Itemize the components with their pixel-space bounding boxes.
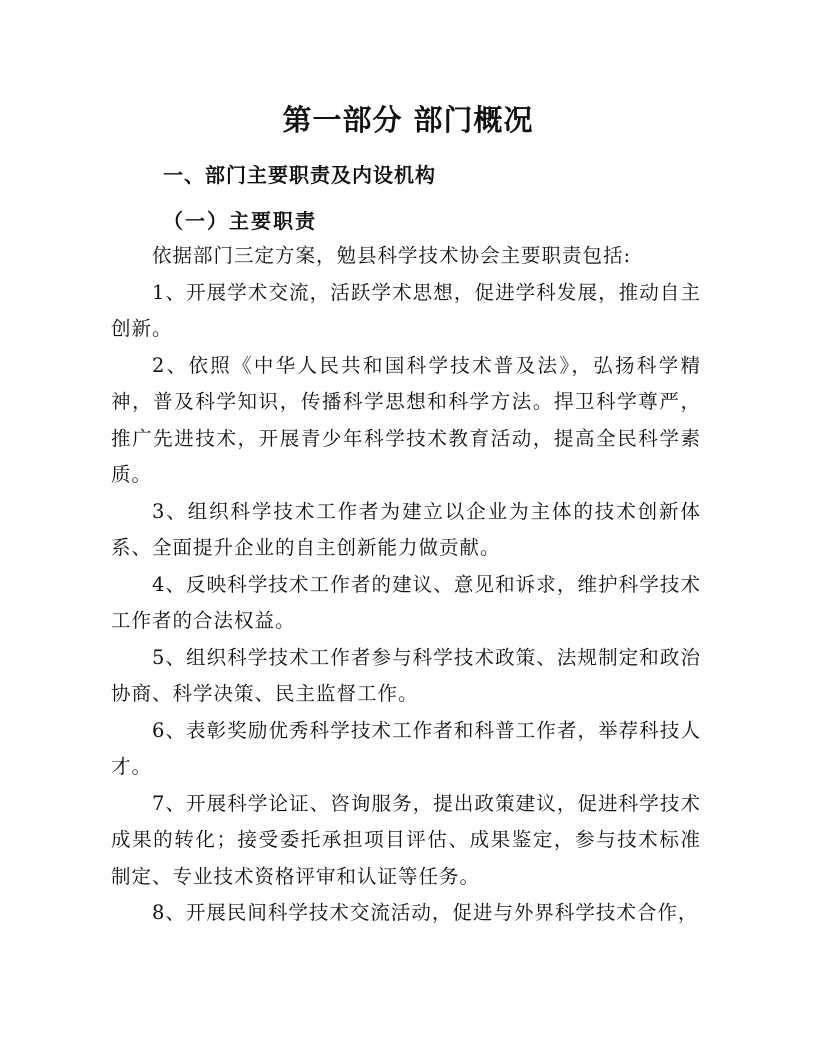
section-heading: 一、部门主要职责及内设机构: [163, 163, 436, 187]
subsection-heading: （一）主要职责: [163, 209, 317, 233]
paragraph-duty-5: 5、组织科学技术工作者参与科学技术政策、法规制定和政治协商、科学决策、民主监督工作。: [111, 645, 701, 705]
page-title: 第一部分 部门概况: [282, 103, 534, 137]
paragraph-duty-1: 1、开展学术交流，活跃学术思想，促进学科发展，推动自主创新。: [111, 280, 701, 340]
paragraph-intro: 依据部门三定方案，勉县科学技术协会主要职责包括:: [151, 244, 632, 267]
paragraph-duty-8: 8、开展民间科学技术交流活动，促进与外界科学技术合作，: [151, 901, 699, 924]
body-text: [111, 238, 701, 932]
paragraph-duty-7: 7、开展科学论证、咨询服务，提出政策建议，促进科学技术成果的转化；接受委托承担项目评估、成果鉴定，参与技术标准制定、专业技术资格评审和认证等任务。: [111, 791, 701, 888]
paragraph-duty-3: 3、组织科学技术工作者为建立以企业为主体的技术创新体系、全面提升企业的自主创新能力做贡献。: [111, 499, 701, 559]
paragraph-duty-6: 6、表彰奖励优秀科学技术工作者和科普工作者，举荐科技人才。: [111, 718, 701, 778]
paragraph-duty-4: 4、反映科学技术工作者的建议、意见和诉求，维护科学技术工作者的合法权益。: [111, 572, 701, 632]
paragraph-duty-2: 2、依照《中华人民共和国科学技术普及法》，弘扬科学精神，普及科学知识，传播科学思想和科学方法。捍卫科学尊严，推广先进技术，开展青少年科学技术教育活动，提高全民科学素质。: [111, 353, 701, 486]
